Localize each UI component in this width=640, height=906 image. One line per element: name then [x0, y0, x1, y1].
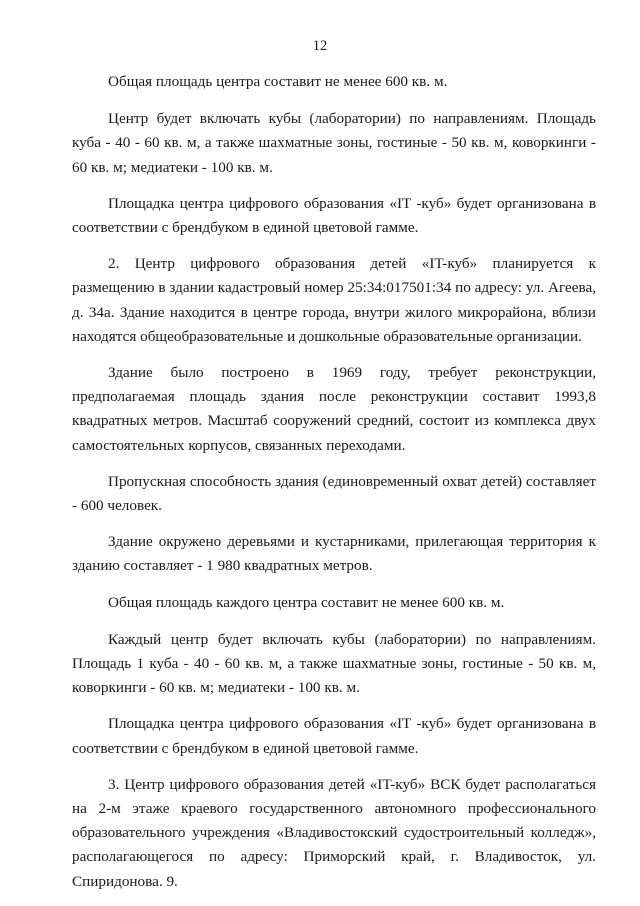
document-body: [72, 70, 596, 906]
paragraph-brandbook-2: Площадка центра цифрового образования «IT -куб» будет организована в соответствии с брендбуком в единой цветовой гамме.: [72, 715, 596, 757]
paragraph-each-center-cubes: Каждый центр будет включать кубы (лаборатории) по направлениям. Площадь 1 куба - 40 - 60 кв. м, а также шахматные зоны, гостиные - 50 кв. м, коворкинги - 60 кв. м; медиатеки - 100 кв. м.: [72, 630, 596, 697]
paragraph-capacity: Пропускная способность здания (единовременный охват детей) составляет - 600 человек.: [72, 472, 596, 515]
paragraph-building-info: Здание было построено в 1969 году, требует реконструкции, предполагаемая площадь здания после реконструкции составит 1993,8 квадратных метров. Масштаб сооружений средний, состоит из комплекса двух самостоятельных корпусов, связанных переходами.: [72, 364, 596, 454]
paragraph-territory: Здание окружено деревьями и кустарниками, прилегающая территория к зданию составляет - 1 980 квадратных метров.: [72, 533, 596, 575]
paragraph-center-area: Общая площадь центра составит не менее 600 кв. м.: [108, 73, 448, 90]
paragraph-each-center-area: Общая площадь каждого центра составит не менее 600 кв. м.: [108, 593, 505, 611]
page-number: 12: [312, 38, 328, 54]
paragraph-center-2-location: 2. Центр цифрового образования детей «IT-куб» планируется к размещению в здании кадастровый номер 25:34:017501:34 по адресу: ул. Агеева, д. 34а. Здание находится в центре города, внутри жилого микрорайона, вблизи находятся общеобразовательные и дошкольные образовательные организации.: [72, 255, 596, 345]
paragraph-center-3-location: 3. Центр цифрового образования детей «IT-куб» ВСК будет располагаться на 2-м этаже краевого государственного автономного профессионального образовательного учреждения «Владивостокский судостроительный колледж», располагающегося по адресу: Приморский край, г. Владивосток, ул. Спиридонова. 9.: [72, 775, 596, 890]
paragraph-cubes: Центр будет включать кубы (лаборатории) по направлениям. Площадь куба - 40 - 60 кв. м, а также шахматные зоны, гостиные - 50 кв. м, коворкинги - 60 кв. м; медиатеки - 100 кв. м.: [72, 110, 596, 176]
paragraph-brandbook: Площадка центра цифрового образования «IT -куб» будет организована в соответствии с брендбуком в единой цветовой гамме.: [72, 194, 596, 237]
